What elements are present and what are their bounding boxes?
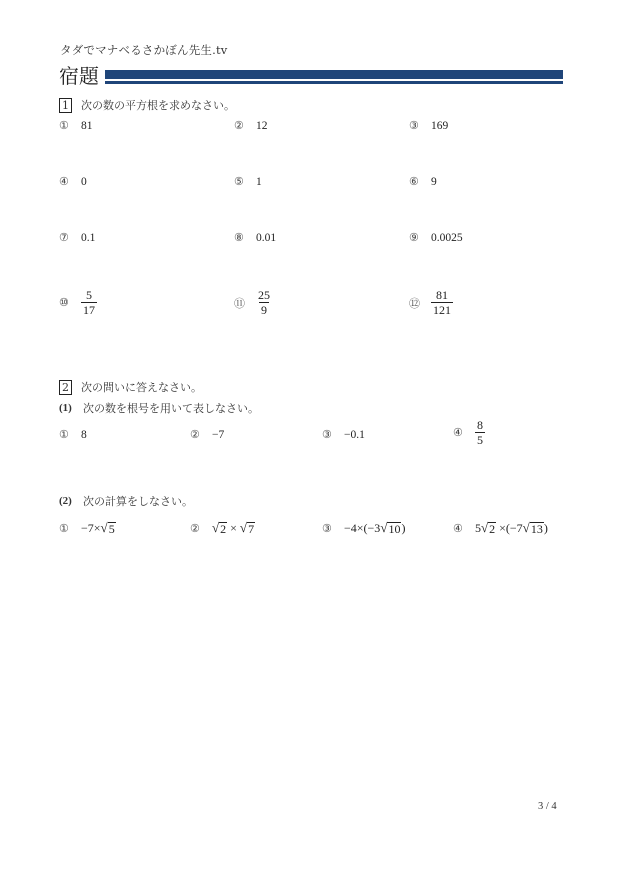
q2-1-item-4 [453, 418, 485, 447]
question-number-box: 2 [59, 380, 72, 395]
radicand: 2 [489, 522, 496, 536]
square-root [101, 520, 116, 536]
fraction [431, 288, 453, 317]
item-label: ① [59, 428, 69, 441]
radical-sign-icon: √ [481, 520, 489, 535]
numerator: 5 [86, 288, 92, 302]
numerator: 81 [436, 288, 448, 302]
q1-item-9 [409, 231, 463, 244]
title-bar-thin [105, 81, 563, 84]
q2-2-item-4 [453, 520, 548, 536]
q1-item-11 [234, 288, 272, 317]
radicand: 10 [388, 522, 401, 536]
item-label: ⑫ [409, 296, 420, 310]
part-2-instruction: 次の計算をしなさい。 [83, 495, 193, 508]
expression [81, 520, 116, 536]
numerator: 25 [258, 288, 270, 302]
question-2-instruction: 次の問いに答えなさい。 [81, 381, 202, 394]
expr-prefix: −7× [81, 521, 101, 535]
page-number: 3 / 4 [538, 801, 557, 812]
denominator: 9 [261, 303, 267, 317]
item-value: 12 [256, 119, 268, 132]
part-label: (2) [59, 495, 72, 507]
item-label: ④ [453, 521, 463, 535]
radical-sign-icon: √ [522, 520, 530, 535]
item-label: ⑩ [59, 296, 69, 309]
radical-sign-icon: √ [239, 520, 248, 535]
q1-item-12 [409, 288, 453, 317]
q2-1-item-1 [59, 428, 87, 441]
square-root [212, 520, 227, 536]
item-label: ⑤ [234, 175, 244, 188]
part-2-header [59, 493, 193, 509]
square-root [380, 520, 401, 536]
item-value: 8 [81, 428, 87, 441]
question-1-instruction: 次の数の平方根を求めなさい。 [81, 99, 235, 112]
item-value: 169 [431, 119, 449, 132]
radicand: 5 [108, 522, 115, 536]
square-root [481, 520, 496, 536]
q2-1-item-2 [190, 428, 224, 441]
page-title: 宿題 [59, 64, 99, 88]
part-1-header [59, 400, 259, 416]
item-value: 0.1 [81, 231, 96, 244]
question-number-box: 1 [59, 98, 72, 113]
item-value: 0 [81, 175, 87, 188]
q1-item-4 [59, 175, 87, 188]
q1-item-3 [409, 119, 448, 132]
radical-sign-icon: √ [212, 520, 220, 535]
expression [344, 520, 405, 536]
item-label: ② [234, 119, 244, 132]
item-label: ① [59, 521, 69, 535]
q1-item-8 [234, 231, 276, 244]
q1-item-5 [234, 175, 262, 188]
item-value: 0.0025 [431, 231, 463, 244]
title-bar-thick [105, 70, 563, 79]
q2-2-item-1 [59, 520, 116, 536]
radicand: 7 [248, 522, 255, 536]
part-1-instruction: 次の数を根号を用いて表しなさい。 [83, 402, 259, 415]
item-label: ⑪ [234, 296, 245, 310]
q2-2-item-2 [190, 520, 255, 536]
radical-sign-icon: √ [100, 520, 108, 535]
item-value: 1 [256, 175, 262, 188]
fraction [475, 418, 485, 447]
radicand: 2 [220, 522, 227, 536]
numerator: 8 [477, 418, 483, 432]
radical-sign-icon: √ [380, 520, 388, 535]
fraction [81, 288, 97, 317]
q2-1-item-3 [322, 428, 365, 441]
denominator: 5 [477, 433, 483, 447]
item-label: ⑨ [409, 231, 419, 244]
coefficient: 5 [475, 521, 481, 535]
item-value: −7 [212, 428, 225, 441]
q1-item-10 [59, 288, 97, 317]
q1-item-7 [59, 231, 95, 244]
operator: × [227, 521, 240, 535]
item-label: ③ [409, 119, 419, 132]
denominator: 17 [83, 303, 95, 317]
q1-item-1 [59, 119, 93, 132]
expression [212, 520, 255, 536]
item-value: 81 [81, 119, 93, 132]
expr-prefix: −4×(−3 [344, 521, 381, 535]
item-value: −0.1 [344, 428, 365, 441]
site-name: タダでマナベるさかぼん先生.tv [60, 43, 228, 57]
expression [475, 520, 548, 536]
q1-item-2 [234, 119, 268, 132]
item-label: ⑥ [409, 175, 419, 188]
question-1-header [59, 97, 235, 113]
q2-2-item-3 [322, 520, 405, 536]
expr-suffix: ) [401, 521, 406, 535]
square-root [240, 520, 255, 536]
item-label: ③ [322, 521, 332, 535]
item-label: ① [59, 119, 69, 132]
item-label: ⑦ [59, 231, 69, 244]
item-label: ② [190, 521, 200, 535]
expr-middle: ×(−7 [496, 521, 523, 535]
item-label: ② [190, 428, 200, 441]
denominator: 121 [433, 303, 451, 317]
item-label: ④ [59, 175, 69, 188]
fraction [256, 288, 272, 317]
expr-suffix: ) [543, 521, 548, 535]
question-2-header [59, 379, 202, 395]
square-root [523, 520, 544, 536]
item-value: 9 [431, 175, 437, 188]
part-label: (1) [59, 402, 72, 414]
radicand: 13 [530, 522, 543, 536]
q1-item-6 [409, 175, 437, 188]
item-label: ⑧ [234, 231, 244, 244]
item-value: 0.01 [256, 231, 277, 244]
item-label: ④ [453, 426, 463, 439]
item-label: ③ [322, 428, 332, 441]
